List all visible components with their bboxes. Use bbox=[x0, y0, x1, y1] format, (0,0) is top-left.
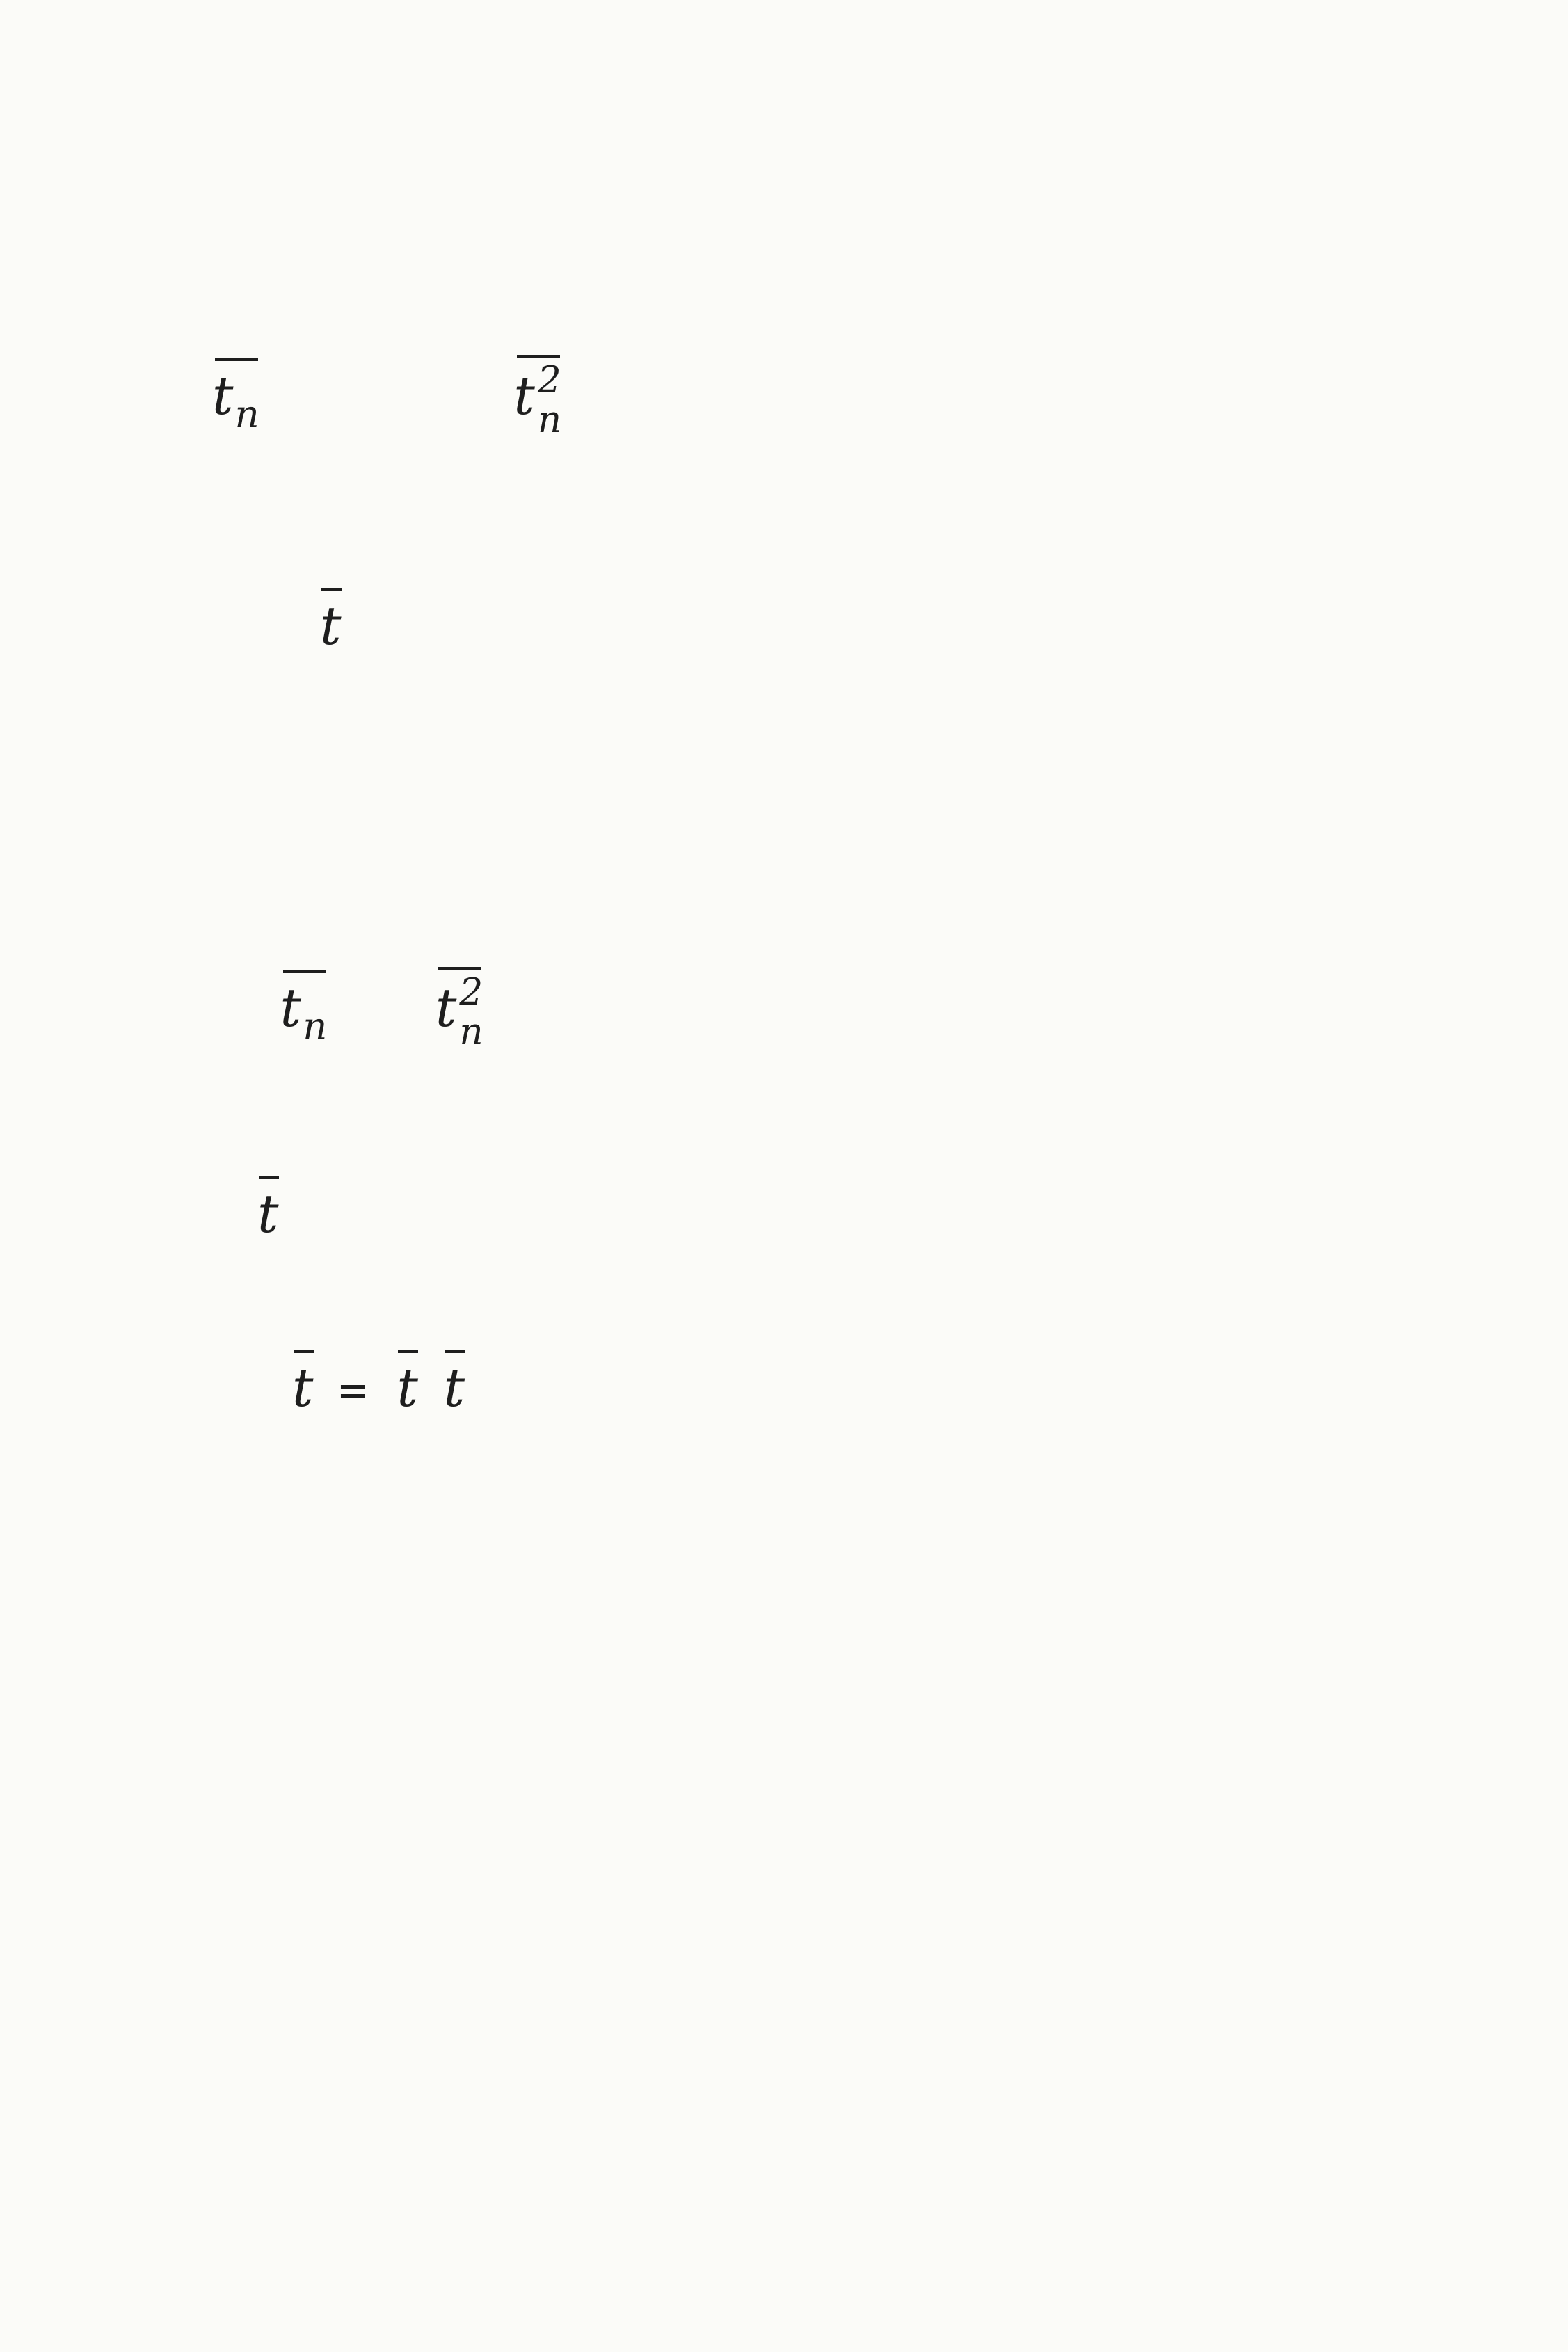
formula-berth-time: t bbox=[320, 595, 343, 666]
formula-mean-duration: $t_п$ t 2 п bbox=[212, 358, 563, 442]
formula-berth-time-2: t bbox=[257, 1183, 280, 1254]
paragraph-line bbox=[118, 2233, 219, 2292]
paragraph-line: $t_п$ t 2 п bbox=[280, 970, 485, 1054]
formula-delta: t = t t bbox=[292, 1357, 466, 1428]
